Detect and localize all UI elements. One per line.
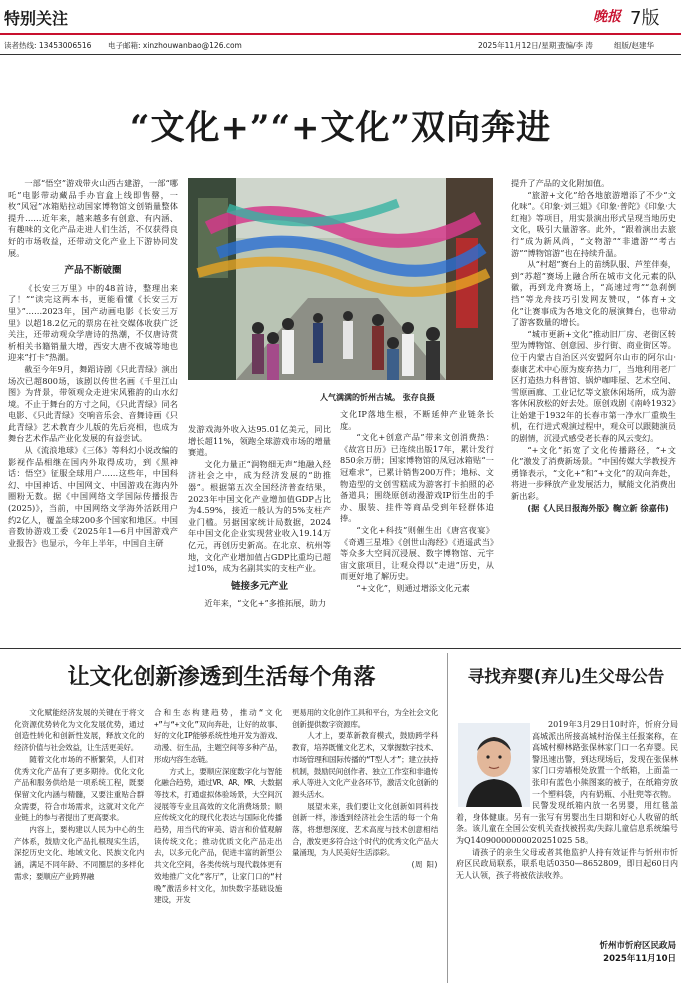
paragraph: 人才上，要革新教育模式，鼓励跨学科教育，培养既懂文化艺术，又掌握数字技术、市场管理和国际传播的“T型人才”；建立扶持机制，鼓励民间创作者、独立工作室和非遗传承人等进入文化产业各环节，激活文化创新的源头活水。	[292, 731, 438, 799]
paragraph: “+文化”拓宽了文化传播路径，“+文化”激发了消费新场景。“中国传媒大学教授齐勇锋表示，“文化+”和“+文化”的双向奔赴，将进一步释放产业发展活力，赋能文化消费出新出彩。	[511, 444, 676, 502]
paragraph: “文化+科技”则催生出《唐宫夜宴》《奇遇三星堆》《创世山海经》《逍遥武当》等众多大空间沉浸展、数字博物馆、元宇宙文旅项目，让观众得以“走进”历史，从而更好地了解历史。	[340, 524, 494, 582]
article2-author: (周 阳)	[410, 860, 438, 870]
paragraph: 近年来，“文化+”多推拓展，助力	[204, 598, 327, 609]
paragraph: 《长安三万里》中的48首诗，整理出来了！”“读完这两本书，更能看懂《长安三万里》”……2023年，国产动画电影《长安三万里》以超18.2亿元的票房在社交媒体收获广泛关注，还带动观众学唐诗的热潮，不仅唐诗赏析相关书籍销量大增，西安大唐不夜城等地也迎来“打卡”热潮。	[8, 282, 178, 363]
notice-title: 寻找弃婴(弃儿)生父母公告	[467, 667, 665, 686]
article2-column-1	[14, 707, 144, 982]
paragraph: 展望未来，我们要让文化创新如同科技创新一样，渗透到经济社会生活的每一个角落，将想想深度、艺术高度与技术创意相结合，激发更多符合这个时代的优秀文化产品大量涌现，为人民美好生活添彩。	[292, 801, 438, 858]
paragraph: 文化赋能经济发展的关键在于将文化资源优势转化为文化发展优势，通过创造性转化和创新性发展，释放文化的经济价值与社会效益，让生活更美好。	[14, 708, 144, 753]
article1-column-4	[511, 178, 676, 643]
article1-column-1	[8, 178, 178, 643]
paragraph: 从《流浪地球》《三体》等科幻小说改编的影视作品相继在国内外取得成功，到《黑神话：悟空》征服全球用户……这些年，中国科幻、中国神话、中国网文、中国游戏在海内外圈粉无数。据《中国网络文学国际传播报告(2025)》，当前，中国网络文学海外活跃用户约2亿人，覆盖全球200多个国家和地区。中国音数协游戏工委《2025年1—6月中国游戏产业报告》也显示，今年上半年，中国自主研	[8, 445, 178, 548]
paragraph: 提升了产品的文化附加值。	[511, 178, 610, 188]
paragraph: 文化IP落地生根，不断延伸产业链条长度。	[340, 409, 494, 431]
paragraph: 文化力量正“润物细无声”地融入经济社会之中，成为经济发展的“助推器”。根据第五次全国经济普查结果，2023年中国文化产业增加值GDP占比为4.59%，接近一般认为的5%支柱产业门槛。另据国家统计局数据，2024年中国文化企业实现营业收入19.14万亿元，再创历史新高。在北京、杭州等地，文化产业增加值占GDP比重均已超过10%，成为名副其实的支柱产业。	[188, 458, 331, 574]
festival-photo	[188, 178, 493, 380]
paragraph: 合和生态构建趋势，推动“文化+”与“+文化”双向奔赴，让好的故事、好的文化IP能够系统性地开发为游戏、动漫、衍生品，主题空间等多种产品，形成内容生态链。	[154, 708, 282, 764]
newspaper-logo: 晚报	[593, 9, 621, 25]
header-rule	[0, 33, 681, 35]
article1-credit: (据《人民日报海外版》鞠立新 徐嘉伟)	[527, 502, 669, 513]
issue-date: 2025年11月12日/星期三	[478, 41, 564, 50]
paragraph: 发游戏海外收入达95.01亿美元，同比增长超11%，领跑全球游戏市场的增量赛道。	[188, 424, 331, 458]
notice-signature	[568, 940, 676, 966]
paragraph: “+文化”，则通过增添文化元素	[356, 582, 470, 593]
notice-org: 忻州市忻府区民政局	[599, 941, 676, 951]
section-divider	[0, 648, 681, 649]
photo-caption: 人气满满的忻州古城。 张存良摄	[320, 393, 435, 402]
paragraph: 截至今年9月，舞蹈诗剧《只此青绿》演出场次已超800场，该剧以传世名画《千里江山图》为背景，带领观众走进宋风雅韵的山水幻境。不止于舞台的方寸之间，《只此青绿》同名电影、《只此青绿》交响音乐会、音舞诗画《只此青绿》艺术教育少儿版的先后亮相，也成为舞台艺术作品产业化发展的有益尝试。	[8, 363, 178, 444]
subheading-industries: 链接多元产业	[230, 580, 288, 592]
paragraph: 随着文化市场的不断繁荣，人们对优秀文化产品有了更多期待。优化文化产品和服务供给是一项系统工程，既要保留文化内涵与精髓，又要注重贴合群众需要，符合市场需求，这就对文化产业链上的参与者提出了更高要求。	[14, 754, 144, 823]
commentary-headline: 让文化创新渗透到生活每个角落	[67, 665, 376, 690]
article2-column-3	[292, 707, 438, 982]
layout-credit: 组版/赵建华	[614, 41, 655, 50]
section-title: 特别关注	[4, 9, 69, 28]
paragraph: 2019年3月29日10时许，忻府分局高城派出所接高城村治保主任报案称，在高城村柳林路张保林家门口一名弃婴。民警迅速出警，到达现场后，发现在张保林家门口旁墙根处放置一个纸箱，上面盖一张印有蓝色小熊图案的被子，在纸箱旁放一个塑料袋，内有奶瓶、小肚兜等衣物。	[532, 720, 678, 799]
article1-column-3	[340, 409, 494, 643]
paragraph: 请孩子的亲生父母或者其他监护人持有效证件与忻州市忻府区民政局联系，联系电话0350—8652809，即日起60日内无人认领，孩子将被依法收养。	[456, 847, 678, 880]
paragraph: “旅游+文化”给各地旅游增添了不少“文化味”。《印象·刘三姐》《印象·普陀》《印象·大红袍》等项目，用实景演出形式呈现当地历史文化，吸引大量游客。此外，“跟着演出去旅行”成为新风尚，“文物游”“非遗游”“考古游”“博物馆游”也在持续升温。	[511, 189, 676, 258]
subheading-products: 产品不断破圈	[64, 265, 122, 277]
paragraph: “文化+创意产品”带来文创消费热：《故宫日历》已连续出版17年，累计发行850余万册；国家博物馆的凤冠冰箱贴“一冠难求”，已累计销售200万件；地标、文物造型的文创雪糕成为游客打卡拍照的必备道具；围绕原创动漫游戏IP衍生出的手办、服装、挂件等商品受到年轻群体追捧。	[340, 432, 494, 524]
paragraph: 民警发现纸箱内放一名男婴，用红毯盖着，身体健康。另有一张写有男婴出生日期和好心人收留的纸条。该儿童在全国公安机关查找被拐卖/失踪儿童信息系统编号为Q14090000000020251025 58。	[456, 801, 678, 845]
info-rule	[0, 54, 681, 55]
paragraph: 内容上，要构建以人民为中心的生产体系，鼓励文化产品扎根现实生活，深挖历史文化、地域文化、民族文化内涵，满足不同年龄、不同圈层的多样化需求；要顺应产业跨界融	[14, 825, 144, 881]
article1-lead: 一部“悟空”游戏带火山西古建游，一部“哪吒”电影带动藏品手办盲盒上线即售罄，一枚“风冠”冰箱贴拉动国家博物馆文创销量整体提升……近年来，越来越多有创意、有内涵、有趣味的文化产品走进人们生活，不仅获得良好的市场收益，还带动文化产业上下游协同发展。	[8, 178, 178, 258]
article1-column-2	[188, 424, 331, 643]
info-bar	[0, 37, 681, 53]
page-header	[0, 0, 681, 34]
article2-column-2	[154, 707, 282, 982]
reader-hotline: 读者热线: 13453006516	[4, 41, 92, 50]
notice-date: 2025年11月10日	[603, 954, 676, 964]
editor-credit: 责编/李 涛	[558, 41, 593, 50]
paragraph: 方式上，要顺应深度数字化与智能化融合趋势，通过VR、AR、MR、大数据等技术，打通虚拟体验场景，大空间沉浸展等专业且高效的文化消费场景；顺应传统文化的现代化表达与国际化传播趋势，用当代的审美、语言和价值观解读传统文化；推动优质文化产品走出去，以多元化产品，促进丰富的新型公共文化空间，各类传统与现代载体更有效地推广文化“客厅”，让家门口的“村晚”激活乡村文化，加快数字基础设施建设，开发	[154, 766, 282, 905]
paragraph: 更易用的文化创作工具和平台，为全社会文化创新提供数字资源库。	[292, 708, 438, 729]
page-number: 7版	[630, 8, 660, 29]
paragraph: “城市更新+文化”推动旧厂房、老街区转型为博物馆、创意园、步行街、商业街区等。位于内蒙古自治区兴安盟阿尔山市的阿尔山·泰康艺术中心原为废弃热力厂，当地利用老厂区打造热力科普馆、锅炉咖啡屋、艺术空间、雪原画廊、工业记忆等文旅休闲场所，成为游客休闲放松的好去处。原创戏剧《南岭1932》让始建于1932年的长春市第一净水厂重焕生机，在行进式观演过程中，观众可以跟随演员的剧情，沉浸式感受老长春的风云变幻。	[511, 328, 676, 444]
article-headline: “文化+”“+文化”双向奔进	[129, 108, 552, 148]
paragraph: 从“村超”赛台上的苗绣队服、芦笙伴奏，到“苏超”赛场上融合所在城市文化元素的队徽，再到龙舟赛场上，“高速过弯”“急刹倒挡”等龙舟技巧引发网友赞叹，“体育+文化”让赛事成为各地文化的展演舞台，也带动了游客数量的增长。	[511, 259, 676, 328]
contact-email: 电子邮箱: xinzhouwanbao@126.com	[108, 41, 242, 50]
child-photo	[458, 723, 530, 807]
abandoned-infant-notice	[447, 653, 679, 983]
